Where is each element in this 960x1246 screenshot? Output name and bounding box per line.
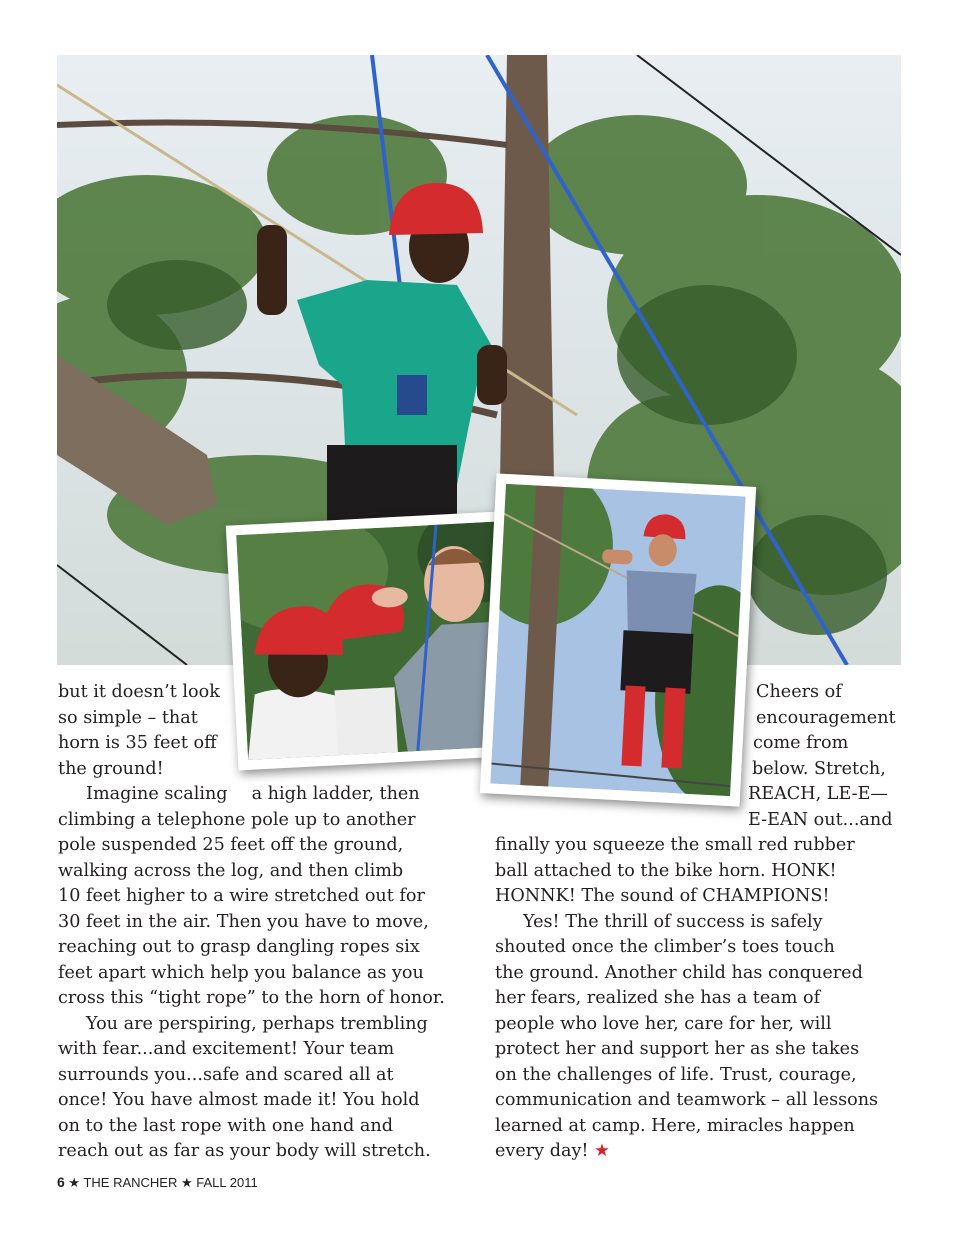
text-fragment: every day! (495, 1141, 589, 1161)
right-text-wrap (748, 680, 908, 833)
text-line: encouragement (756, 707, 896, 728)
text-line: below. Stretch, (752, 758, 886, 779)
text-line: ball attached to the bike horn. HONK! (495, 860, 837, 881)
text-line: learned at camp. Here, miracles happen (495, 1115, 855, 1136)
text-line (495, 1139, 901, 1165)
text-line: You are perspiring, perhaps trembling (86, 1013, 428, 1034)
end-mark-star-icon: ★ (594, 1141, 610, 1161)
text-line: with fear...and excitement! Your team (58, 1039, 395, 1059)
text-line: come from (753, 733, 849, 753)
text-line: the ground! (58, 758, 164, 779)
text-line: 30 feet in the air. Then you have to move, (58, 911, 429, 932)
text-line: on to the last rope with one hand and (58, 1115, 393, 1136)
text-line: reach out as far as your body will stretch. (58, 1141, 431, 1161)
text-line: pole suspended 25 feet off the ground, (58, 835, 404, 855)
right-text-column (495, 833, 901, 1165)
text-line: protect her and support her as she takes (495, 1039, 860, 1059)
text-line: REACH, LE-E— (748, 784, 889, 804)
text-fragment: Imagine scaling (86, 784, 228, 804)
text-line: her fears, realized she has a team of (495, 988, 821, 1008)
high-wire-photo (490, 484, 745, 796)
text-line: surrounds you...safe and scared all at (58, 1064, 394, 1085)
text-line: 10 feet higher to a wire stretched out for (58, 886, 425, 906)
text-line: walking across the log, and then climb (58, 860, 404, 881)
issue-label: FALL 2011 (196, 1175, 258, 1190)
text-line: climbing a telephone pole up to another (58, 809, 416, 830)
text-line: but it doesn’t look (58, 682, 220, 702)
left-text-column (58, 680, 460, 1165)
publication-name: THE RANCHER (83, 1175, 178, 1190)
inset-photo-right (480, 473, 756, 806)
text-line: on the challenges of life. Trust, courage, (495, 1064, 857, 1085)
page-number: 6 (57, 1174, 65, 1190)
text-line: finally you squeeze the small red rubber (495, 835, 855, 855)
text-line: Cheers of (756, 682, 842, 702)
text-line (58, 782, 460, 808)
footer-star-icon: ★ (68, 1175, 81, 1190)
text-line: cross this “tight rope” to the horn of honor. (58, 988, 445, 1008)
text-line: reaching out to grasp dangling ropes six (58, 937, 420, 957)
text-line: feet apart which help you balance as you (58, 962, 424, 983)
text-fragment: a high ladder, then (251, 784, 420, 804)
text-line: horn is 35 feet off (58, 733, 217, 753)
text-line: E-EAN out...and (748, 809, 893, 830)
text-line: people who love her, care for her, will (495, 1013, 832, 1034)
text-line: communication and teamwork – all lessons (495, 1090, 879, 1110)
text-line: Yes! The thrill of success is safely (523, 911, 823, 932)
text-line: HONNK! The sound of CHAMPIONS! (495, 886, 830, 906)
text-line: once! You have almost made it! You hold (58, 1090, 420, 1110)
footer-star-icon: ★ (181, 1175, 193, 1190)
page-footer (57, 1174, 258, 1191)
text-line: the ground. Another child has conquered (495, 962, 863, 983)
text-line: shouted once the climber’s toes touch (495, 937, 835, 957)
text-line: so simple – that (58, 707, 198, 728)
